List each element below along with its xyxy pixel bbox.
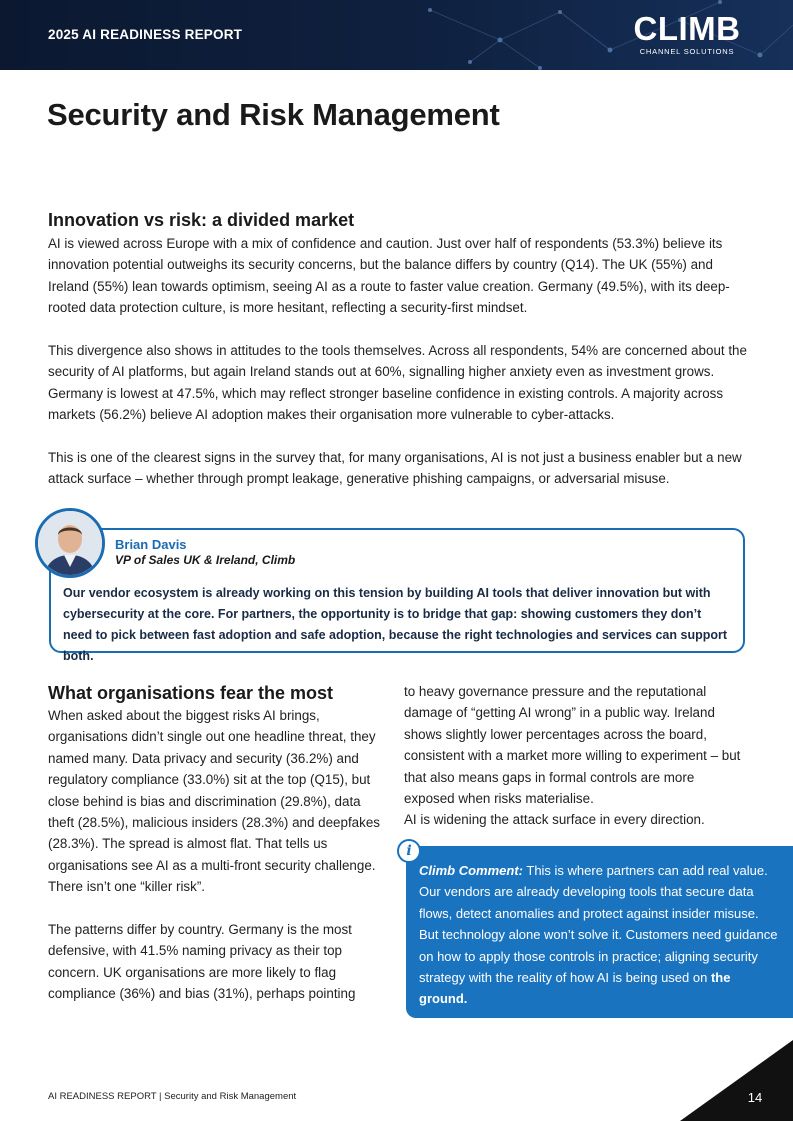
- quote-author-role: VP of Sales UK & Ireland, Climb: [115, 553, 296, 567]
- section-heading: What organisations fear the most: [48, 683, 334, 703]
- comment-text: [419, 860, 779, 1010]
- report-header: [0, 0, 793, 70]
- paragraph: When asked about the biggest risks AI brings, organisations didn’t single out one headline threat, they named many. Data privacy and security (36.2%) and regulatory compliance (33.0%) sit at the top (Q15), but close behind is bias and discrimination (29.8%), data theft (28.5%), malicious insiders (28.3%) and deepfakes (28.3%). The spread is almost flat. That tells us organisations see AI as a multi-front security challenge. There isn’t one “killer risk”.: [48, 708, 380, 895]
- paragraph: AI is viewed across Europe with a mix of confidence and caution. Just over half of respondents (53.3%) believe its innovation potential outweighs its security concerns, but the balance differs by country (Q14). The UK (55%) and Ireland (55%) lean towards optimism, seeing AI as a route to faster value creation. Germany (49.5%), with its deep-rooted data protection culture, is more hesitant, reflecting a security-first mindset.: [48, 236, 730, 316]
- comment-body: This is where partners can add real value. Our vendors are already developing tools that secure data flows, detect anomalies and protect against insider misuse. But technology alone won’t solve it. Customers need guidance on how to apply those controls in practice; aligning security strategy with the reality of how AI is being used on: [419, 863, 778, 986]
- closing-line: AI is widening the attack surface in every direction.: [404, 812, 705, 828]
- paragraph: This divergence also shows in attitudes to the tools themselves. Across all respondents, 54% are concerned about the security of AI platforms, but again Ireland stands out at 60%, signalling higher anxiety even as investment grows. Germany is lowest at 47.5%, which may reflect stronger baseline confidence in existing controls. A majority across markets (56.2%) believe AI adoption makes their organisation more vulnerable to cyber-attacks.: [48, 343, 747, 423]
- quote-text: Our vendor ecosystem is already working on this tension by building AI tools that deliver innovation but with cybersecurity at the core. For partners, the opportunity is to bridge that gap: showing customers they don’t need to pick between fast adoption and safe adoption, because the right technologies and services can support both.: [63, 586, 728, 663]
- climb-logo: [628, 10, 746, 58]
- section-fears-left-column: [48, 683, 388, 1026]
- paragraph: This is one of the clearest signs in the survey that, for many organisations, AI is not just a business enabler but a new attack surface – whether through prompt leakage, generative phishing campaigns, or adversarial misuse.: [48, 450, 742, 487]
- person-portrait-icon: [38, 511, 102, 575]
- comment-label: Climb Comment:: [419, 863, 523, 878]
- comment-end: the ground.: [419, 970, 731, 1007]
- section-innovation-vs-risk: [48, 210, 748, 511]
- info-icon: i: [397, 839, 421, 863]
- page-title: Security and Risk Management: [47, 97, 500, 132]
- page-number: 14: [747, 1090, 763, 1105]
- report-title: 2025 AI READINESS REPORT: [48, 27, 243, 42]
- avatar: [35, 508, 105, 578]
- page-corner-decoration: [680, 1040, 793, 1121]
- paragraph: to heavy governance pressure and the reputational damage of “getting AI wrong” in a public way. Ireland shows slightly lower percentages across the board, consistent with a market more willing to experiment – but that also means gaps in formal controls are more exposed when risks materialise.: [404, 684, 741, 807]
- footer-text: AI READINESS REPORT | Security and Risk Management: [48, 1091, 297, 1102]
- paragraph: The patterns differ by country. Germany is the most defensive, with 41.5% naming privacy as their top concern. UK organisations are more likely to flag compliance (36%) and bias (31%), perhaps pointing: [48, 922, 356, 1002]
- logo-main-text: CLIMB: [633, 10, 741, 47]
- section-fears-right-column: [404, 681, 744, 831]
- climb-comment-box: [406, 846, 793, 1018]
- logo-sub-text: CHANNEL SOLUTIONS: [639, 47, 735, 56]
- section-heading: Innovation vs risk: a divided market: [48, 210, 355, 230]
- quote-author-name: Brian Davis: [115, 537, 187, 552]
